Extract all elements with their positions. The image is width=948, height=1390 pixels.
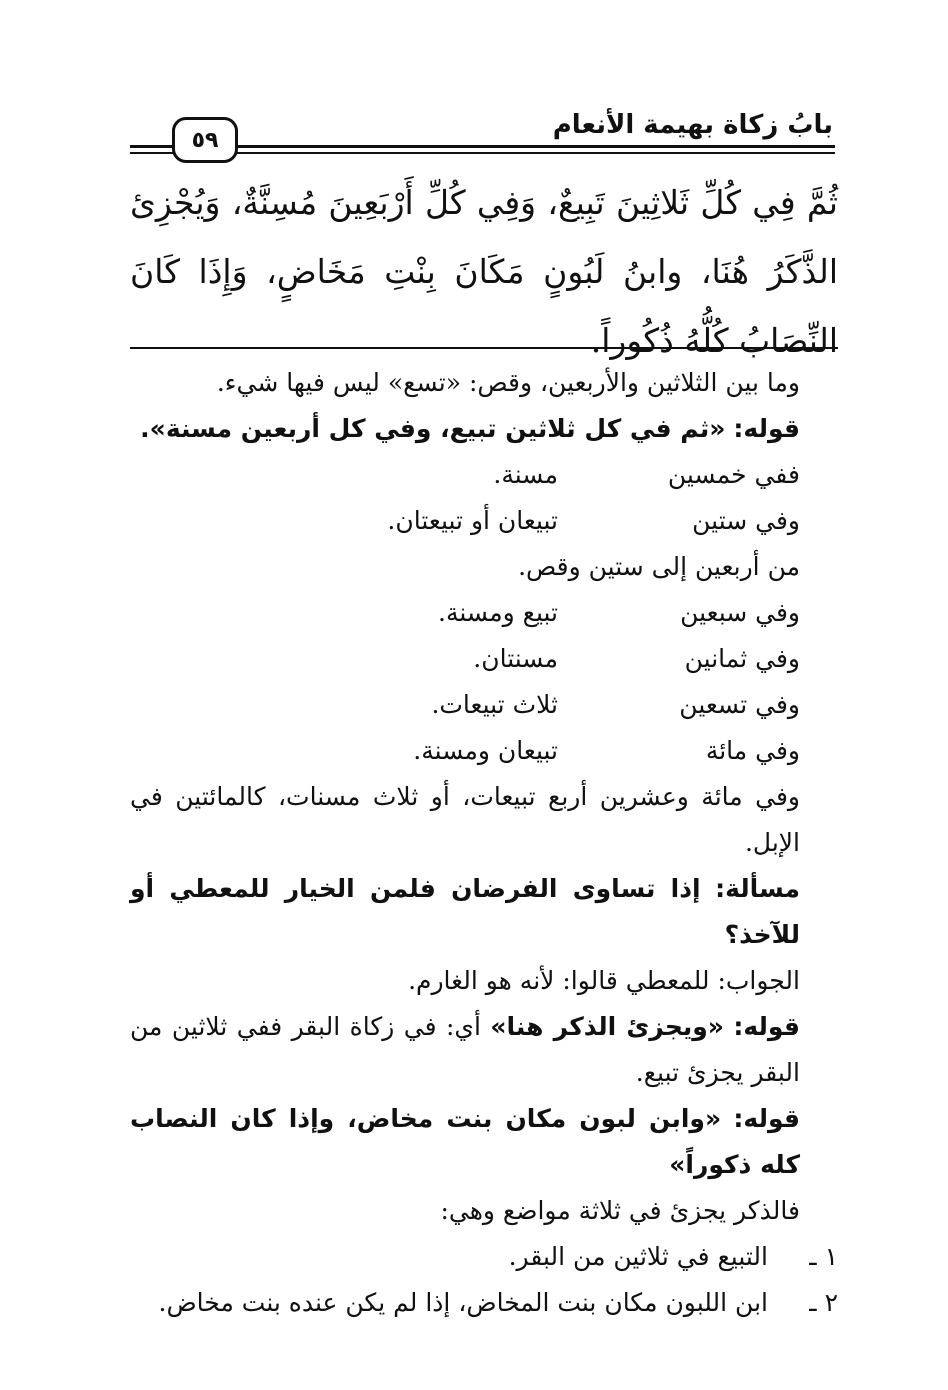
matn-text: ثُمَّ فِي كُلِّ ثَلاثِينَ تَبِيعٌ، وَفِي كُلِّ أَرْبَعِينَ مُسِنَّةٌ، وَيُجْزِئ الذَّكَرُ هُنَا، وابنُ لَبُونٍ مَكَانَ بِنْتِ مَخَاضٍ، وَإِذَا كَانَ النِّصَابُ كُلُّهُ ذُكُوراً. [130, 183, 838, 360]
value-cell: مسنة. [493, 460, 558, 489]
list-number: ١ ـ [809, 1242, 838, 1271]
nisab-table-2 [130, 590, 838, 774]
masala-question: إذا تساوى الفرضان فلمن الخيار للمعطي أو للآخذ؟ [130, 874, 800, 949]
quote-line [130, 1096, 838, 1188]
value-cell: تبيعان ومسنة. [413, 736, 558, 765]
value-cell: مسنتان. [473, 644, 558, 673]
count-cell: ففي خمسين [667, 460, 800, 489]
list-item [130, 1280, 838, 1326]
footnote-divider [130, 347, 838, 349]
list-text: التبيع في ثلاثين من البقر. [508, 1242, 768, 1271]
count-cell: وفي سبعين [680, 598, 800, 627]
list-item [130, 1234, 838, 1280]
quote-text: «وابن لبون مكان بنت مخاض، وإذا كان النصاب كله ذكوراً» [130, 1104, 800, 1179]
count-cell: وفي ثمانين [684, 644, 800, 673]
qawluh-label: قوله: [733, 1104, 800, 1133]
chapter-title: بابُ زكاة بهيمة الأنعام [552, 110, 833, 140]
page-number: ٥٩ [172, 117, 238, 163]
commentary [130, 360, 838, 1326]
masala-line [130, 866, 838, 958]
quote-text: «ثم في كل ثلاثين تبيع، وفي كل أربعين مسنة». [140, 414, 726, 443]
answer-line: الجواب: للمعطي قالوا: لأنه هو الغارم. [408, 966, 800, 995]
table-row [130, 498, 838, 544]
count-cell: وفي تسعين [679, 690, 800, 719]
table-row [130, 452, 838, 498]
waqs-note: من أربعين إلى ستين وقص. [518, 552, 800, 581]
commentary-paragraph: وما بين الثلاثين والأربعين، وقص: «تسع» ليس فيها شيء. [216, 368, 800, 397]
count-cell: وفي ستين [692, 506, 800, 535]
quote-line [130, 406, 838, 452]
list-number: ٢ ـ [809, 1288, 838, 1317]
table-row [130, 590, 838, 636]
count-cell: وفي مائة [705, 736, 800, 765]
value-cell: تبيع ومسنة. [438, 598, 558, 627]
list-text: ابن اللبون مكان بنت المخاض، إذا لم يكن عنده بنت مخاض. [158, 1288, 768, 1317]
nisab-table-1 [130, 452, 838, 544]
value-cell: تبيعان أو تبيعتان. [387, 506, 558, 535]
qawluh-label: قوله: [733, 414, 800, 443]
table-row [130, 636, 838, 682]
qawluh-label: قوله: [733, 1012, 800, 1041]
explanation-text: أي: في زكاة البقر ففي ثلاثين من البقر يجزئ تبيع. [130, 1012, 800, 1087]
masala-label: مسألة: [715, 874, 800, 903]
list-intro: فالذكر يجزئ في ثلاثة مواضع وهي: [440, 1196, 800, 1225]
quote-line [130, 1004, 838, 1096]
table-row [130, 682, 838, 728]
commentary-paragraph: وفي مائة وعشرين أربع تبيعات، أو ثلاث مسنات، كالمائتين في الإبل. [130, 782, 800, 857]
value-cell: ثلاث تبيعات. [431, 690, 558, 719]
quote-text: «ويجزئ الذكر هنا» [490, 1012, 724, 1041]
table-row [130, 728, 838, 774]
